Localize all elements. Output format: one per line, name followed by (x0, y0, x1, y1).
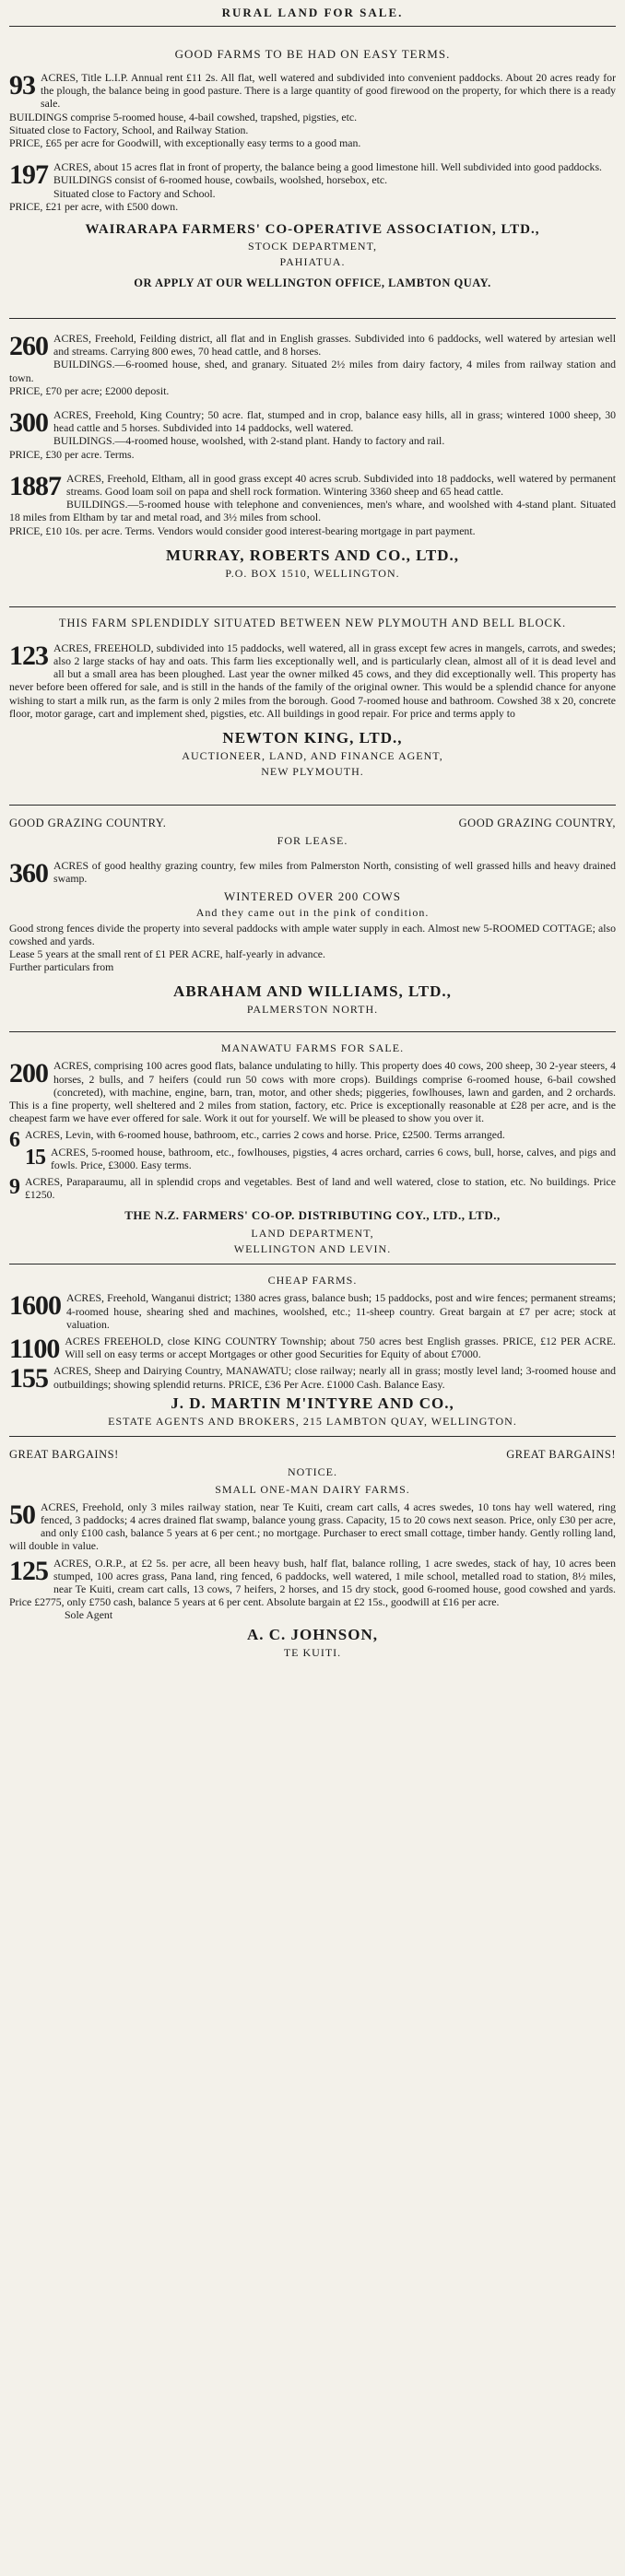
listing-text: ACRES, Freehold, Eltham, all in good grass except 40 acres scrub. Subdivided into 18 paddocks, well watered by permanent streams. Good loam soil on papa and shell rock formation. Wintering 3360 sheep and 65 head cattle. (66, 471, 616, 499)
listing-text: ACRES, Freehold, King Country; 50 acre. flat, stumped and in crop, balance easy hills, all in grass; wintered 1000 sheep, 30 head cattle and 5 horses. Subdivided into 14 paddocks, well watered. (53, 408, 616, 435)
listing-text: ACRES, about 15 acres flat in front of property, the balance being a good limestone hill. Well subdivided into good paddocks. (53, 160, 602, 174)
fences-text (9, 922, 616, 974)
agent-town: PALMERSTON NORTH. (246, 1003, 379, 1017)
listing-text: ACRES FREEHOLD, close KING COUNTRY Township; about 750 acres best English grasses. PRICE, £12 PER ACRE. Will sell on easy terms or accept Mortgages or other good Securities for Equity of about £7000. (65, 1334, 616, 1361)
agent-role: AUCTIONEER, LAND, AND FINANCE AGENT, (182, 749, 443, 763)
agent-town: TE KUITI. (283, 1645, 342, 1659)
ad-heading-row (9, 1448, 616, 1462)
agent-name: THE N.Z. FARMERS' CO-OP. DISTRIBUTING COY., LTD., LTD., (124, 1208, 501, 1223)
listing-300-acres (9, 408, 616, 461)
listing-1100-acres (9, 1333, 616, 1364)
listing-text: ACRES, Title L.I.P. Annual rent £11 2s. All flat, well watered and subdivided into convenient paddocks. About 20 acres ready for the plough, the balance being in good pasture. There is a large quantity of good firewood on the property, for which there is a ready sale. (41, 71, 616, 111)
agent-department: STOCK DEPARTMENT, (247, 240, 378, 253)
listing-situated: Situated close to Factory, School, and Railway Station. (9, 123, 249, 136)
listing-price: PRICE, £30 per acre. Terms. (9, 447, 135, 461)
notice-heading: NOTICE. (288, 1464, 337, 1478)
listing-text: ACRES, 5-roomed house, bathroom, etc., fowlhouses, pigsties, 4 acres orchard, carries 6 cows, bull, horse, calves, and pigs and fowls. Price, £3000. Easy terms. (51, 1145, 616, 1171)
ad-subheading: FOR LEASE. (277, 834, 348, 848)
divider (9, 805, 616, 806)
divider (9, 318, 616, 319)
acreage-number: 93 (9, 70, 35, 100)
agent-town: WELLINGTON AND LEVIN. (233, 1242, 392, 1256)
agent-name: NEWTON KING, LTD., (222, 729, 403, 747)
lease-text: Lease 5 years at the small rent of £1 PER ACRE, half-yearly in advance. (9, 947, 325, 960)
listing-price: PRICE, £70 per acre; £2000 deposit. (9, 383, 170, 397)
listing-50-acres (9, 1500, 616, 1553)
listing-text: ACRES, comprising 100 acres good flats, balance undulating to hilly. This property does 40 cows, 200 sheep, 30 2-year steers, 4 horses, 2 bulls, and 7 heifers (could run 50 cows with more crops). Buildings comprise 6-roomed house, 6-bail cowshed (concreted), with machine, engine, barn, tran, motor, and other sheds; piggeries, fowlhouses, lawn and garden, and 2 orchards. This is a fine property, well sheltered and 2 miles from station, factory, etc. Price is exceptionally reasonable at £28 per acre, and is the cheapest farm we have ever offered for sale. Work it out for yourself. We will be pleased to show you over it. (9, 1059, 616, 1125)
agent-name: MURRAY, ROBERTS AND CO., LTD., (166, 546, 459, 564)
wintered-line: WINTERED OVER 200 COWS (223, 888, 402, 903)
listing-text: ACRES of good healthy grazing country, few miles from Palmerston North, consisting of well grassed hills and heavy drained swamp. (53, 859, 616, 886)
agent-sole: Sole Agent (65, 1608, 113, 1622)
listing-155-acres (9, 1363, 616, 1394)
heading-right: GREAT BARGAINS! (506, 1447, 616, 1461)
listing-price: PRICE, £65 per acre for Goodwill, with exceptionally easy terms to a good man. (9, 136, 361, 150)
heading-left: GREAT BARGAINS! (9, 1447, 119, 1461)
listing-1600-acres (9, 1291, 616, 1331)
acreage-number: 15 (25, 1145, 45, 1170)
listing-197-acres (9, 160, 616, 213)
agent-name: A. C. JOHNSON, (247, 1625, 378, 1643)
acreage-number: 6 (9, 1128, 19, 1153)
acreage-number: 300 (9, 407, 48, 439)
listing-text: ACRES, Sheep and Dairying Country, MANAWATU; close railway; nearly all in grass; mostly level land; 3-roomed house and outbuildings; showing splendid returns. PRICE, £36 Per Acre. £1000 Cash. Balance Easy. (53, 1364, 616, 1391)
listing-situated: Situated close to Factory and School. (53, 186, 216, 200)
ad-newton-king (9, 613, 616, 781)
acreage-number: 260 (9, 331, 48, 362)
ad-heading: MANAWATU FARMS FOR SALE. (220, 1041, 405, 1055)
listing-260-acres (9, 332, 616, 397)
listing-93-acres (9, 71, 616, 149)
listing-6-acres (9, 1128, 616, 1153)
listing-buildings: BUILDINGS comprise 5-roomed house, 4-bail cowshed, trapshed, pigsties, etc. (9, 110, 358, 124)
acreage-number: 197 (9, 159, 48, 191)
acreage-number: 123 (9, 640, 48, 671)
acreage-number: 155 (9, 1363, 48, 1394)
ad-heading-row (9, 817, 616, 830)
heading-right: GOOD GRAZING COUNTRY, (458, 817, 616, 830)
agent-department: LAND DEPARTMENT, (251, 1227, 374, 1241)
listing-text: ACRES, Freehold, only 3 miles railway station, near Te Kuiti, cream cart calls, 4 acres swedes, 10 tons hay well watered, ring fenced, 3 paddocks; 4 acres drained flat swamp, balance young grass. Capacity, 15 to 20 cows next season. Price, only £30 per acre, and only £100 cash, balance 5 years at 6 per cent.; no mortgage. Purchaser to erect small cottage, timber handy. Gently rolling land, will double in value. (9, 1500, 616, 1553)
acreage-number: 200 (9, 1058, 48, 1089)
agent-office: OR APPLY AT OUR WELLINGTON OFFICE, LAMBTON QUAY. (134, 276, 491, 290)
listing-buildings: BUILDINGS.—4-roomed house, woolshed, with 2-stand plant. Handy to factory and rail. (53, 434, 445, 448)
ad-abraham-williams (9, 811, 616, 1018)
listing-text: Good strong fences divide the property into several paddocks with ample water supply in each. Almost new 5-ROOMED COTTAGE; also cowshed and yards. (9, 921, 616, 947)
divider (9, 606, 616, 607)
acreage-number: 50 (9, 1499, 35, 1530)
listing-123-acres (9, 641, 616, 720)
ad-heading: GOOD FARMS TO BE HAD ON EASY TERMS. (174, 47, 451, 61)
ad-johnson (9, 1442, 616, 1662)
listing-price: PRICE, £21 per acre, with £500 down. (9, 199, 179, 213)
pink-line: And they came out in the pink of condition. (195, 905, 430, 919)
further-text: Further particulars from (9, 960, 114, 974)
agent-address: P.O. BOX 1510, WELLINGTON. (225, 566, 400, 580)
listing-15-acres (9, 1146, 616, 1171)
listing-text: ACRES, Levin, with 6-roomed house, bathroom, etc., carries 2 cows and horse. Price, £2500. Terms arranged. (25, 1128, 505, 1142)
listing-9-acres (9, 1175, 616, 1201)
listing-200-acres (9, 1059, 616, 1124)
listing-buildings: BUILDINGS consist of 6-roomed house, cowbails, woolshed, horsebox, etc. (53, 173, 388, 187)
listing-360-acres (9, 858, 616, 889)
page-title: RURAL LAND FOR SALE. (221, 6, 404, 19)
agent-role: ESTATE AGENTS AND BROKERS, 215 LAMBTON QUAY, WELLINGTON. (108, 1414, 517, 1428)
listing-text: ACRES, Freehold, Feilding district, all flat and in English grasses. Subdivided into 6 paddocks, well watered by artesian well and streams. Carrying 800 ewes, 70 head cattle, and 8 horses. (53, 332, 616, 359)
heading-left: GOOD GRAZING COUNTRY. (9, 817, 167, 830)
divider (9, 1031, 616, 1032)
listing-buildings: BUILDINGS.—6-roomed house, shed, and granary. Situated 2½ miles from dairy factory, 4 miles from railway station and town. (9, 358, 616, 384)
agent-name: J. D. MARTIN M'INTYRE AND CO., (171, 1394, 454, 1412)
acreage-number: 360 (9, 858, 48, 889)
ad-nz-farmers (9, 1038, 616, 1258)
ad-heading: THIS FARM SPLENDIDLY SITUATED BETWEEN NEW PLYMOUTH AND BELL BLOCK. (58, 616, 567, 629)
listing-125-acres (9, 1557, 616, 1622)
acreage-number: 1600 (9, 1290, 61, 1322)
listing-1887-acres (9, 472, 616, 537)
divider (9, 26, 616, 27)
acreage-number: 1887 (9, 470, 61, 501)
ad-subheading: SMALL ONE-MAN DAIRY FARMS. (215, 1482, 410, 1496)
listing-text: ACRES, Paraparaumu, all in splendid crops and vegetables. Best of land and well watered, close to station, etc. No buildings. Price £1250. (25, 1174, 616, 1202)
listing-text: ACRES, O.R.P., at £2 5s. per acre, all been heavy bush, half flat, balance rolling, 1 acre swedes, stack of hay, 10 acres been stumped, 100 acres grass, Pana land, ring fenced, 6 paddocks, well watered, 1 mile school, metalled road to station, 8½ miles, near Te Kuiti, cream cart calls, 13 cows, 7 heifers, 2 horses, and 15 dry stock, good 6-roomed house, good cowshed and yards. Price £2775, only £750 cash, balance 5 years at 6 per cent. Absolute bargain at £2 15s., goodwill at £16 per acre. (9, 1556, 616, 1609)
acreage-number: 9 (9, 1174, 19, 1199)
ad-murray-roberts (9, 324, 616, 582)
agent-name: ABRAHAM AND WILLIAMS, LTD., (173, 982, 452, 1001)
listing-text: ACRES, FREEHOLD, subdivided into 15 paddocks, well watered, all in grass except few acres in mangels, carrots, and swedes; also 2 large stacks of hay and oats. This farm lies exceptionally well, and is particularly clean, almost all of it is dead level and all but a small area has been ploughed. Last year the owner milked 45 cows, and they did exceptionally well. This property has never before been offered for sale, and is still in the hands of the family of the original owner. This would be a splendid chance for anyone wishing to start a milk run, as the farm is only 2 miles from the borough. Good 7-roomed house and bathroom. Cowshed 38 x 20, concrete floor, motor garage, cart and implement shed, pigsties, etc. All buildings in good repair. For price and terms apply to (9, 641, 616, 720)
listing-buildings: BUILDINGS.—5-roomed house with telephone and conveniences, men's whare, and woolshed with 4-stand plant. Situated 18 miles from Eltham by tar and metal road, and 3½ miles from school. (9, 498, 616, 524)
agent-town: PAHIATUA. (279, 255, 346, 269)
listing-text: ACRES, Freehold, Wanganui district; 1380 acres grass, balance bush; 15 paddocks, post and wire fences; permanent streams; 4-roomed house, shearing shed and machines, woolshed, etc.; 11-sheep country. Great bargain at £7 per acre; stock at valuation. (66, 1291, 616, 1331)
listing-price: PRICE, £10 10s. per acre. Terms. Vendors would consider good interest-bearing mortgage in part payment. (9, 523, 476, 537)
agent-town: NEW PLYMOUTH. (261, 765, 364, 779)
ad-martin-mintyre (9, 1270, 616, 1429)
agent-name: WAIRARAPA FARMERS' CO-OPERATIVE ASSOCIATION, LTD., (85, 222, 540, 238)
acreage-number: 125 (9, 1555, 48, 1586)
ad-heading: CHEAP FARMS. (267, 1274, 358, 1288)
divider (9, 1436, 616, 1437)
ad-wairarapa (9, 32, 616, 294)
acreage-number: 1100 (9, 1333, 60, 1364)
